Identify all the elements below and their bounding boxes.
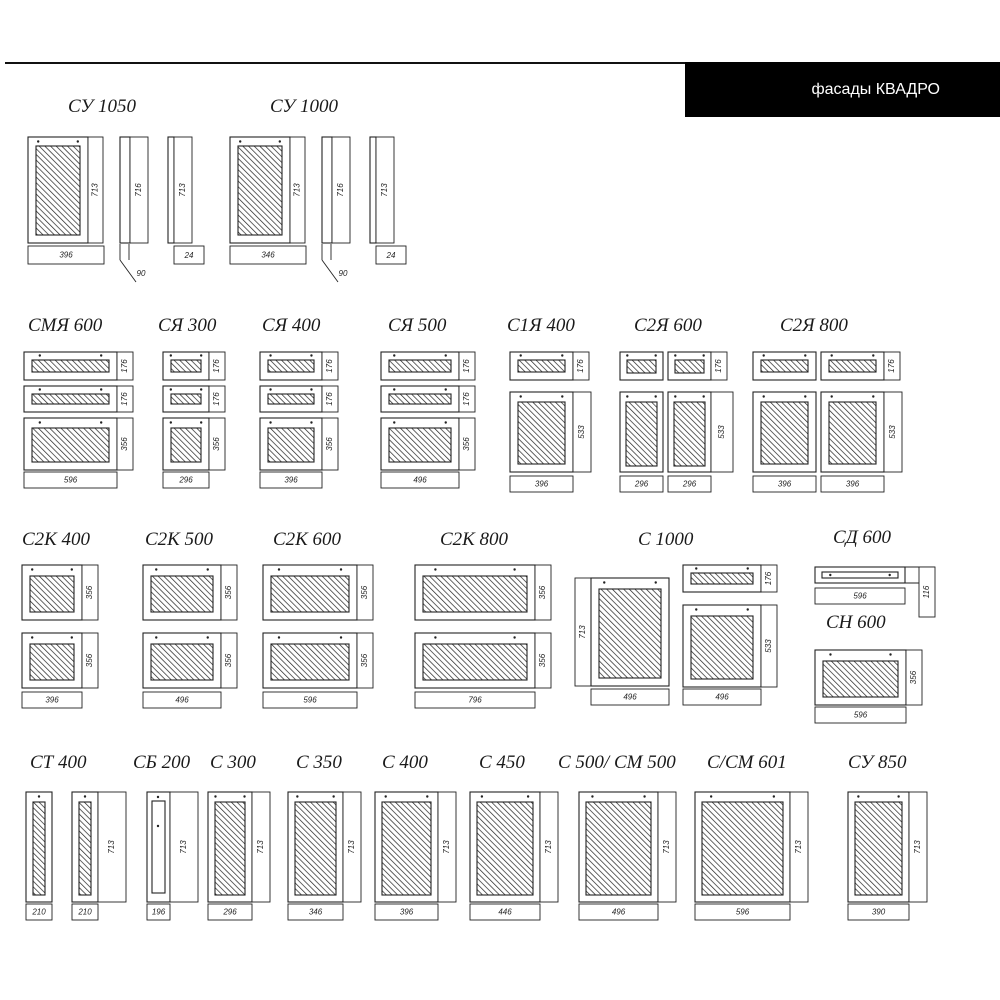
dimension-label: 90 (338, 269, 348, 278)
glass-panel (518, 360, 565, 372)
dimension-label: 176 (325, 392, 335, 406)
screw-dot (157, 796, 159, 798)
glass-panel (32, 394, 109, 404)
screw-dot (831, 395, 833, 397)
dimension-label: 596 (735, 907, 750, 917)
screw-dot (804, 354, 806, 356)
screw-dot (385, 795, 387, 797)
screw-dot (561, 395, 563, 397)
screw-dot (773, 795, 775, 797)
screw-dot (804, 395, 806, 397)
screw-dot (31, 568, 33, 570)
glass-panel (477, 802, 533, 895)
dimension-label: 533 (888, 425, 898, 439)
screw-dot (654, 354, 656, 356)
dimension-label: 533 (577, 425, 587, 439)
screw-dot (310, 421, 312, 423)
group-title: С2Я 800 (780, 315, 848, 336)
glass-panel (271, 644, 349, 680)
dimension-label: 390 (871, 907, 886, 917)
group-title: С/СМ 601 (707, 752, 787, 773)
dimension-label: 356 (538, 653, 548, 668)
screw-dot (747, 608, 749, 610)
dimension-label: 176 (462, 392, 472, 406)
screw-dot (561, 354, 563, 356)
screw-dot (857, 795, 859, 797)
inner-panel (822, 572, 898, 578)
screw-dot (100, 421, 102, 423)
screw-dot (747, 567, 749, 569)
facade-group-ся-300 (158, 315, 225, 488)
group-title: С 1000 (638, 529, 694, 550)
group-title: СУ 1050 (68, 96, 136, 117)
screw-dot (39, 354, 41, 356)
dimension-label: 396 (45, 695, 59, 705)
glass-panel (829, 360, 876, 372)
facade-group-ст-400 (26, 752, 126, 920)
facade-group-ся-500 (381, 315, 475, 488)
screw-dot (39, 421, 41, 423)
screw-dot (603, 581, 605, 583)
screw-dot (889, 574, 891, 576)
screw-dot (520, 354, 522, 356)
dimension-label: 713 (544, 840, 554, 854)
facade-group-су-850 (848, 752, 927, 920)
screw-dot (513, 636, 515, 638)
dimension-label: 176 (714, 359, 724, 373)
screw-dot (310, 354, 312, 356)
glass-panel (702, 802, 783, 895)
screw-dot (37, 140, 39, 142)
banner-title: фасады КВАДРО (811, 80, 940, 98)
glass-panel (268, 360, 314, 372)
facade-group-су-1000 (230, 96, 406, 282)
dimension-label: 496 (413, 475, 427, 485)
screw-dot (831, 354, 833, 356)
facade-group-су-1050 (28, 96, 204, 282)
screw-dot (207, 636, 209, 638)
dimension-label: 596 (853, 710, 868, 720)
dimension-label: 713 (107, 840, 117, 854)
dimension-label: 533 (764, 639, 774, 653)
screw-dot (332, 795, 334, 797)
facade-group-сб-200 (133, 752, 198, 920)
leader-line (120, 260, 136, 282)
dimension-label: 90 (136, 269, 146, 278)
glass-panel (761, 360, 808, 372)
glass-panel (215, 802, 245, 895)
screw-dot (38, 795, 40, 797)
dimension-label: 356 (224, 585, 234, 600)
group-title: С2К 500 (145, 529, 214, 550)
dimension-label: 533 (717, 425, 727, 439)
glass-panel (151, 576, 213, 612)
glass-panel (823, 661, 898, 697)
screw-dot (155, 636, 157, 638)
group-title: С 450 (479, 752, 525, 773)
glass-panel (171, 394, 201, 404)
dimension-label: 356 (224, 653, 234, 668)
group-title: С2К 600 (273, 529, 342, 550)
group-title: СЯ 500 (388, 315, 447, 336)
dimension-label: 356 (325, 437, 335, 451)
leader-line (322, 260, 338, 282)
screw-dot (279, 140, 281, 142)
dimension-label: 296 (179, 475, 193, 485)
screw-dot (872, 354, 874, 356)
screw-dot (200, 388, 202, 390)
dimension-label: 356 (85, 653, 95, 668)
dimension-label: 396 (59, 250, 73, 260)
glass-panel (295, 802, 336, 895)
side-profile (322, 137, 332, 243)
dimension-label: 496 (623, 692, 637, 702)
dimension-label: 176 (212, 392, 222, 406)
facade-group-с2к-400 (22, 529, 98, 708)
facade-group-сн-600 (815, 612, 922, 723)
dimension-label: 713 (913, 840, 923, 854)
dimension-label: 116 (922, 585, 932, 599)
screw-dot (872, 395, 874, 397)
screw-dot (591, 795, 593, 797)
glass-panel (627, 360, 656, 373)
dimension-label: 176 (120, 392, 130, 406)
screw-dot (84, 795, 86, 797)
glass-panel (674, 402, 705, 466)
screw-dot (170, 388, 172, 390)
screw-dot (393, 354, 395, 356)
glass-panel (79, 802, 91, 895)
side-profile (370, 137, 376, 243)
dimension-label: 356 (462, 437, 472, 451)
glass-panel (389, 394, 451, 404)
screw-dot (71, 568, 73, 570)
group-title: С 400 (382, 752, 428, 773)
screw-dot (340, 568, 342, 570)
dimension-label: 356 (360, 585, 370, 600)
screw-dot (643, 795, 645, 797)
screw-dot (695, 567, 697, 569)
facade-group-с2к-800 (415, 529, 551, 708)
screw-dot (513, 568, 515, 570)
screw-dot (702, 354, 704, 356)
glass-panel (586, 802, 651, 895)
screw-dot (207, 568, 209, 570)
glass-panel (855, 802, 902, 895)
facade-group-сд-600 (815, 527, 935, 617)
screw-dot (269, 388, 271, 390)
dimension-label: 176 (887, 359, 897, 373)
glass-panel (32, 360, 109, 372)
dimension-label: 796 (468, 695, 482, 705)
screw-dot (702, 395, 704, 397)
facade-group-ся-400 (260, 315, 338, 488)
screw-dot (654, 395, 656, 397)
dimension-label: 296 (223, 907, 237, 917)
screw-dot (278, 568, 280, 570)
dimension-label: 713 (380, 183, 390, 197)
glass-panel (626, 402, 657, 466)
dimension-label: 716 (134, 183, 144, 197)
dimension-label: 396 (845, 479, 860, 489)
dimension-label: 356 (120, 437, 130, 451)
dimension-label: 176 (212, 359, 222, 373)
dimension-label: 713 (179, 840, 189, 854)
facade-group-с-1000 (575, 529, 777, 705)
glass-panel (171, 428, 201, 462)
group-title: СМЯ 600 (28, 315, 103, 336)
group-title: С2К 800 (440, 529, 509, 550)
dimension-label: 176 (576, 359, 586, 373)
glass-panel (675, 360, 704, 373)
group-title: СН 600 (826, 612, 886, 633)
glass-panel (389, 360, 451, 372)
screw-dot (445, 354, 447, 356)
group-title: С 300 (210, 752, 256, 773)
screw-dot (434, 568, 436, 570)
dimension-label: 496 (715, 692, 729, 702)
screw-dot (445, 388, 447, 390)
dimension-label: 356 (909, 670, 919, 685)
glass-panel (423, 644, 527, 680)
screw-dot (655, 581, 657, 583)
dimension-label: 296 (634, 479, 649, 489)
dimension-label: 196 (151, 907, 166, 917)
screw-dot (626, 395, 628, 397)
dimension-label: 210 (32, 907, 46, 917)
dimension-label: 713 (178, 183, 188, 197)
screw-dot (340, 636, 342, 638)
glass-panel (691, 573, 753, 584)
screw-dot (674, 395, 676, 397)
group-title: СУ 1000 (270, 96, 338, 117)
screw-dot (200, 421, 202, 423)
glass-panel (238, 146, 282, 235)
facade-group-с2я-800 (753, 315, 902, 492)
screw-dot (31, 636, 33, 638)
screw-dot (710, 795, 712, 797)
screw-dot (626, 354, 628, 356)
screw-dot (393, 421, 395, 423)
dimension-label: 24 (184, 251, 194, 260)
group-title: С2К 400 (22, 529, 91, 550)
dimension-label: 396 (777, 479, 792, 489)
screw-dot (520, 395, 522, 397)
facade-group-с2к-500 (143, 529, 237, 708)
screw-dot (296, 795, 298, 797)
screw-dot (243, 795, 245, 797)
group-title: С2Я 600 (634, 315, 702, 336)
screw-dot (71, 636, 73, 638)
facade-group-с-300 (208, 752, 270, 920)
glass-panel (382, 802, 431, 895)
dimension-label: 356 (538, 585, 548, 600)
dimension-label: 713 (292, 183, 302, 197)
dimension-label: 346 (308, 907, 323, 917)
facade-group-с-см-601 (695, 752, 808, 920)
glass-panel (691, 616, 753, 679)
screw-dot (269, 354, 271, 356)
screw-dot (695, 608, 697, 610)
glass-panel (423, 576, 527, 612)
screw-dot (77, 140, 79, 142)
dimension-label: 713 (662, 840, 672, 854)
dimension-label: 356 (85, 585, 95, 600)
dimension-label: 496 (611, 907, 626, 917)
screw-dot (170, 421, 172, 423)
dimension-label: 713 (794, 840, 804, 854)
group-title: СУ 850 (848, 752, 907, 773)
dimension-label: 176 (462, 359, 472, 373)
screw-dot (426, 795, 428, 797)
facade-group-с-500-см-500 (558, 752, 676, 920)
facade-group-с2я-600 (620, 315, 733, 492)
dimension-label: 356 (360, 653, 370, 668)
screw-dot (239, 140, 241, 142)
side-profile (120, 137, 130, 243)
glass-panel (30, 644, 74, 680)
glass-panel (32, 428, 109, 462)
screw-dot (200, 354, 202, 356)
dimension-label: 713 (347, 840, 357, 854)
dimension-label: 596 (63, 475, 78, 485)
dimension-label: 713 (256, 840, 266, 854)
screw-dot (100, 354, 102, 356)
glass-panel (271, 576, 349, 612)
screw-dot (829, 574, 831, 576)
dimension-label: 396 (534, 479, 549, 489)
facade-group-смя-600 (24, 315, 133, 488)
glass-panel (599, 589, 661, 678)
screw-dot (897, 795, 899, 797)
screw-dot (269, 421, 271, 423)
screw-dot (393, 388, 395, 390)
dimension-label: 596 (853, 591, 867, 601)
dimension-label: 24 (386, 251, 396, 260)
screw-dot (155, 568, 157, 570)
glass-panel (151, 644, 213, 680)
glass-panel (268, 428, 314, 462)
screw-dot (481, 795, 483, 797)
screw-dot (214, 795, 216, 797)
dimension-label: 396 (284, 475, 298, 485)
screw-dot (310, 388, 312, 390)
facade-group-с-450 (470, 752, 558, 920)
dimension-label: 176 (764, 571, 774, 586)
screw-dot (445, 421, 447, 423)
facade-group-с1я-400 (507, 315, 591, 492)
dimension-label: 446 (498, 907, 512, 917)
group-title: СД 600 (833, 527, 892, 548)
facade-group-с-350 (288, 752, 361, 920)
glass-panel (268, 394, 314, 404)
screw-dot (527, 795, 529, 797)
inner-panel (152, 801, 165, 893)
screw-dot (674, 354, 676, 356)
facade-group-с-400 (375, 752, 456, 920)
dimension-label: 346 (261, 250, 275, 260)
dimension-label: 713 (578, 625, 588, 639)
group-title: С 500/ СМ 500 (558, 752, 676, 773)
glass-panel (171, 360, 201, 372)
dimension-label: 396 (399, 907, 414, 917)
dimension-label: 296 (682, 479, 697, 489)
group-title: СБ 200 (133, 752, 191, 773)
glass-panel (389, 428, 451, 462)
screw-dot (434, 636, 436, 638)
dimension-label: 716 (336, 183, 346, 197)
dimension-label: 713 (442, 840, 452, 854)
glass-panel (30, 576, 74, 612)
glass-panel (36, 146, 80, 235)
screw-dot (278, 636, 280, 638)
group-title: СЯ 300 (158, 315, 217, 336)
dimension-label: 210 (78, 907, 92, 917)
dimension-label: 596 (303, 695, 317, 705)
dimension-label: 496 (175, 695, 189, 705)
screw-dot (39, 388, 41, 390)
screw-dot (829, 653, 831, 655)
screw-dot (763, 395, 765, 397)
group-title: С 350 (296, 752, 342, 773)
screw-dot (100, 388, 102, 390)
group-title: С1Я 400 (507, 315, 575, 336)
glass-panel (829, 402, 876, 464)
screw-dot (170, 354, 172, 356)
dimension-label: 176 (325, 359, 335, 373)
glass-panel (33, 802, 45, 895)
side-profile (168, 137, 174, 243)
screw-dot (157, 825, 159, 827)
group-title: СЯ 400 (262, 315, 321, 336)
group-title: СТ 400 (30, 752, 87, 773)
facade-group-с2к-600 (263, 529, 373, 708)
dimension-label: 356 (212, 437, 222, 451)
glass-panel (518, 402, 565, 464)
screw-dot (763, 354, 765, 356)
glass-panel (761, 402, 808, 464)
dimension-label: 713 (90, 183, 100, 197)
dimension-label: 176 (120, 359, 130, 373)
screw-dot (889, 653, 891, 655)
